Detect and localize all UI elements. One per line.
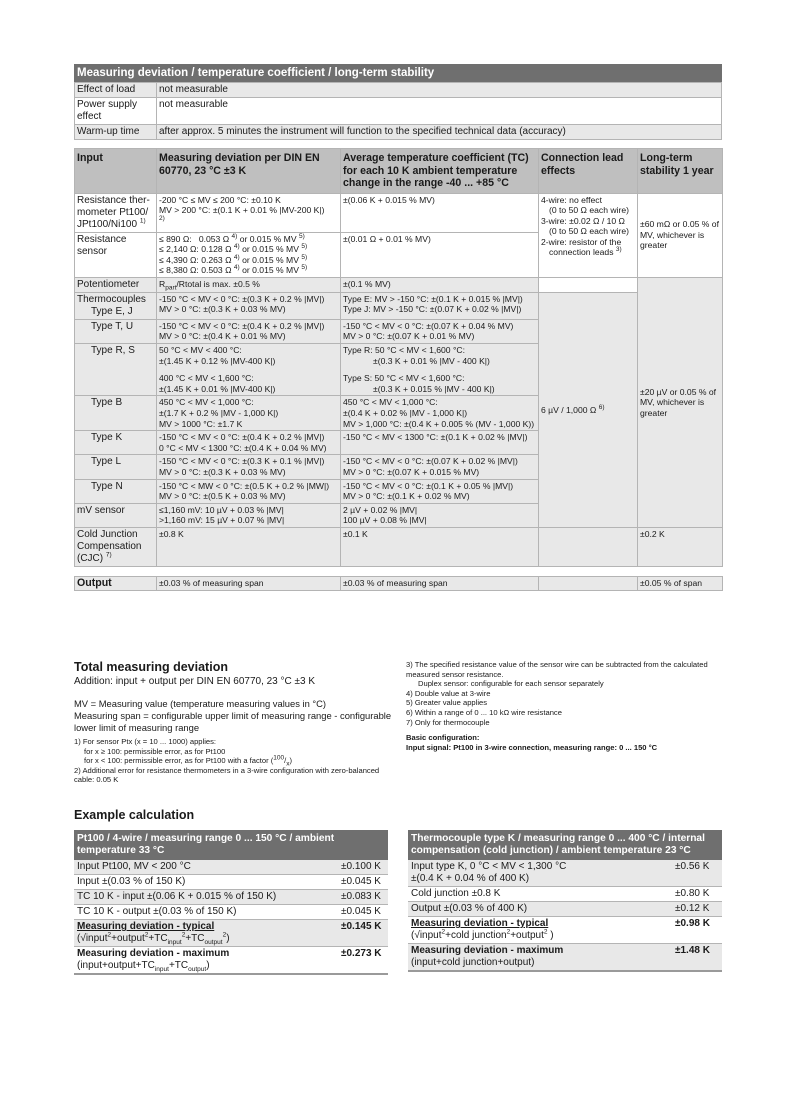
lead-tc-value: 6 µV / 1,000 Ω	[541, 404, 597, 415]
rsensor-range: ≤ 8,380 Ω:	[159, 265, 199, 276]
value-power-supply: not measurable	[157, 98, 722, 125]
rsensor-rel: or 0.015 % MV	[242, 244, 299, 255]
tc-b-dev-3: MV > 1000 °C: ±1.7 K	[159, 418, 243, 429]
example-label: Input ±(0.03 % of 150 K)	[77, 876, 186, 887]
output-lead	[539, 576, 638, 590]
tc-ej-tc-2: Type J: MV > -150 °C: ±(0.07 K + 0.02 % |MV|)	[343, 304, 522, 315]
pt100-dev-2: MV > 200 °C: ±(0.1 K + 0.01 % |MV-200 K|)	[159, 205, 325, 216]
example-right-head: Thermocouple type K / measuring range 0 ... 400 °C / internal compensation (cold junction) / ambient temperature 23 °C	[408, 830, 722, 860]
list-item: Measuring deviation - typical (√input$^2$+cold junction$^2$+output$^2$ ) ±0.98 K	[408, 917, 722, 944]
table-row	[75, 83, 722, 98]
input-thermocouples: Thermocouples	[77, 293, 146, 305]
maximum-label: Measuring deviation - maximum	[411, 945, 564, 956]
footnote-2: 2) Additional error for resistance thermometers in a 3-wire configuration with zero-balanced cable: 0.05 K	[74, 765, 380, 785]
poti-rest: /Rtotal is max. ±0.5 %	[176, 278, 260, 289]
row-pt100	[75, 193, 723, 232]
tc-ej-dev-1: -150 °C < MV < 0 °C: ±(0.3 K + 0.2 % |MV|)	[159, 293, 325, 304]
input-cjc: Cold Junction Compensation (CJC)	[77, 528, 142, 564]
tc-b-tc-1: 450 °C < MV < 1,000 °C:	[343, 397, 438, 408]
lead-tc	[539, 292, 638, 527]
footnote-3a: Duplex sensor: configurable for each sensor separately	[418, 679, 604, 689]
example-label: Input type K, 0 °C < MV < 1,300 °C	[411, 861, 567, 872]
example-value: ±0.083 K	[341, 891, 381, 902]
input-mv-sensor: mV sensor	[75, 503, 157, 527]
basic-config-title: Basic configuration:	[406, 733, 480, 743]
header-lead: Connection lead effects	[539, 149, 638, 194]
footnote-ref: 5)	[298, 232, 305, 240]
example-value: ±0.045 K	[341, 876, 381, 887]
row-tc-ej	[75, 292, 723, 319]
general-table	[74, 82, 722, 140]
maximum-value: ±0.273 K	[341, 948, 382, 959]
tc-n-tc-1: -150 °C < MV < 0 °C: ±(0.1 K + 0.05 % |MV|)	[343, 480, 514, 491]
pt100-dev-1: -200 °C ≤ MV ≤ 200 °C: ±0.10 K	[159, 194, 281, 205]
total-title: Total measuring deviation	[74, 660, 228, 674]
lead-rt-line: 4-wire: no effect	[541, 194, 602, 205]
tc-k-dev-1: -150 °C < MV < 0 °C: ±(0.4 K + 0.2 % |MV|)	[159, 432, 325, 443]
tc-n-tc-2: MV > 0 °C: ±(0.1 K + 0.02 % MV)	[343, 491, 470, 502]
lead-empty	[539, 277, 638, 292]
tc-b-tc-2: ±(0.4 K + 0.02 % |MV - 1,000 K|)	[343, 408, 468, 419]
row-cjc	[75, 527, 723, 566]
mv-tc-1: 2 µV + 0.02 % |MV|	[343, 504, 418, 515]
list-item	[408, 860, 722, 887]
label-warm-up: Warm-up time	[75, 125, 157, 140]
lead-rt-line: 2-wire: resistor of the	[541, 236, 622, 247]
tc-rs-tc-1: Type R: 50 °C < MV < 1,600 °C:	[343, 345, 465, 356]
footnotes-left	[74, 737, 394, 785]
section-title: Measuring deviation / temperature coefficient / long-term stability	[74, 64, 722, 82]
output-stab: ±0.05 % of span	[638, 576, 723, 590]
tc-k-tc: -150 °C < MV < 1300 °C: ±(0.1 K + 0.02 % |MV|)	[341, 431, 539, 455]
tc-rs-tc-3: Type S: 50 °C < MV < 1,600 °C:	[343, 373, 465, 384]
header-tc: Average temperature coefficient (TC) for each 10 K ambient temperature change in the range -40 ... +85 °C	[341, 149, 539, 194]
lead-rt	[539, 193, 638, 277]
typical-label: Measuring deviation - typical	[77, 921, 215, 932]
row-potentiometer	[75, 277, 723, 292]
fn1b-post: )	[289, 756, 293, 766]
example-value: ±0.100 K	[341, 861, 381, 872]
maximum-formula: (input+cold junction+output)	[411, 957, 535, 968]
maximum-value: ±1.48 K	[675, 945, 710, 956]
cjc-lead	[539, 527, 638, 566]
tc-l-tc-2: MV > 0 °C: ±(0.07 K + 0.015 % MV)	[343, 467, 480, 477]
rsensor-dev	[157, 232, 341, 277]
lead-rt-line: 3-wire: ±0.02 Ω / 10 Ω	[541, 215, 625, 226]
input-type-tu: Type T, U	[75, 319, 157, 343]
example-thermocouple-k	[408, 830, 722, 972]
example-label: Cold junction ±0.8 K	[411, 888, 501, 899]
tc-b-dev-2: ±(1.7 K + 0.2 % |MV - 1,000 K|)	[159, 408, 279, 419]
table-row	[75, 125, 722, 140]
label-effect-of-load: Effect of load	[75, 83, 157, 98]
example-value: ±0.56 K	[675, 861, 710, 872]
tc-ej-tc-1: Type E: MV > -150 °C: ±(0.1 K + 0.015 % |MV|)	[343, 293, 523, 304]
footnote-ref: 2)	[159, 214, 165, 222]
example-title: Example calculation	[74, 808, 195, 822]
typical-label: Measuring deviation - typical	[411, 918, 549, 929]
footnote-5: 5) Greater value applies	[406, 698, 488, 708]
tc-l-dev-1: -150 °C < MV < 0 °C: ±(0.3 K + 0.1 % |MV|)	[159, 456, 325, 467]
tc-k-dev-2: 0 °C < MV < 1300 °C: ±(0.4 K + 0.04 % MV)	[159, 442, 327, 453]
fn1b-pre: for x < 100: permissible error, as for Pt100 with a factor (	[84, 756, 274, 766]
example-left-head: Pt100 / 4-wire / measuring range 0 ... 150 °C / ambient temperature 33 °C	[74, 830, 388, 860]
tc-n-dev-1: -150 °C < MW < 0 °C: ±(0.5 K + 0.2 % |MW|)	[159, 480, 330, 491]
rsensor-abs: 0.128 Ω	[201, 244, 232, 255]
footnote-ref: 5)	[301, 253, 308, 261]
footnote-3: 3) The specified resistance value of the sensor wire can be subtracted from the calculated measured sensor resistance.	[406, 660, 708, 679]
output-dev: ±0.03 % of measuring span	[157, 576, 341, 590]
stab-tc: ±20 µV or 0.05 % of MV, whichever is greater	[638, 277, 723, 527]
example-label: TC 10 K - output ±(0.03 % of 150 K)	[77, 906, 237, 917]
typical-value: ±0.145 K	[341, 921, 382, 932]
list-item: Measuring deviation - typical $(√input^2+output^2+TC_{input}^2+TC_{output}^2)$ ±0.145 K	[74, 920, 388, 947]
value-effect-of-load: not measurable	[157, 83, 722, 98]
fn1b-den: x	[286, 760, 290, 768]
rsensor-abs: 0.053 Ω	[198, 233, 230, 244]
list-item: Measuring deviation - maximum $(input+output+TC_{input}+TC_{output})$ ±0.273 K	[74, 947, 388, 975]
rsensor-range: ≤ 2,140 Ω:	[159, 244, 199, 255]
input-type-b: Type B	[75, 396, 157, 431]
input-pt100: Resistance ther-mometer Pt100/ JPt100/Ni100	[77, 194, 150, 230]
poti-r: R	[159, 278, 166, 289]
spec-sheet	[74, 64, 722, 591]
example-value: ±0.80 K	[675, 888, 710, 899]
list-item	[408, 887, 722, 902]
fn1b-num: 100	[273, 754, 285, 762]
poti-sub: part	[165, 284, 177, 292]
tc-rs-dev-2: ±(1.45 K + 0.12 % |MV-400 K|)	[159, 355, 276, 366]
value-warm-up: after approx. 5 minutes the instrument will function to the specified technical data (accuracy)	[157, 125, 722, 140]
input-resistance-sensor: Resistance sensor	[75, 232, 157, 277]
tc-tu-dev-2: MV > 0 °C: ±(0.4 K + 0.01 % MV)	[159, 331, 286, 342]
table-header-row	[75, 149, 723, 194]
example-value: ±0.12 K	[675, 903, 710, 914]
footnote-ref: 7)	[105, 551, 112, 559]
list-item	[74, 890, 388, 905]
lead-rt-line: (0 to 50 Ω each wire)	[549, 226, 629, 237]
input-type-k: Type K	[75, 431, 157, 455]
example-pt100	[74, 830, 388, 975]
footnote-ref: 4)	[233, 253, 240, 261]
footnote-ref: 6)	[598, 403, 605, 411]
typical-value: ±0.98 K	[675, 918, 710, 929]
tc-tu-dev-1: -150 °C < MV < 0 °C: ±(0.4 K + 0.2 % |MV|)	[159, 320, 325, 331]
footnote-1a: for x ≥ 100: permissible error, as for Pt100	[84, 746, 226, 756]
rsensor-abs: 0.263 Ω	[201, 254, 232, 265]
tc-rs-dev-3: 400 °C < MV < 1,600 °C:	[159, 373, 254, 384]
list-item	[408, 944, 722, 972]
row-output	[75, 576, 723, 590]
mv-definition: MV = Measuring value (temperature measuring values in °C)	[74, 698, 327, 709]
footnote-ref: 3)	[615, 246, 622, 254]
footnote-6: 6) Within a range of 0 ... 10 kΩ wire resistance	[406, 707, 562, 717]
input-type-rs: Type R, S	[75, 344, 157, 396]
example-value: ±0.045 K	[341, 906, 381, 917]
example-section	[74, 808, 722, 973]
example-label-2: ±(0.4 K + 0.04 % of 400 K)	[411, 873, 530, 884]
basic-config-text: Input signal: Pt100 in 3-wire connection, measuring range: 0 ... 150 °C	[406, 742, 658, 752]
list-item	[408, 902, 722, 917]
span-definition: Measuring span = configurable upper limit of measuring range - configurable lower limit of measuring range	[74, 710, 392, 733]
tc-rs-tc-2: ±(0.3 K + 0.01 % |MV - 400 K|)	[373, 355, 490, 366]
cjc-stab: ±0.2 K	[638, 527, 723, 566]
input-type-l: Type L	[75, 455, 157, 479]
example-label: Input Pt100, MV < 200 °C	[77, 861, 191, 872]
stab-rt: ±60 mΩ or 0.05 % of MV, whichever is greater	[638, 193, 723, 277]
tc-l-tc-1: -150 °C < MV < 0 °C: ±(0.07 K + 0.02 % |MV|)	[343, 456, 518, 467]
footnotes-right	[406, 660, 722, 752]
footnote-ref: 4)	[233, 243, 240, 251]
input-output: Output	[75, 576, 157, 590]
footnote-ref: 5)	[301, 264, 308, 272]
rsensor-tc: ±(0.01 Ω + 0.01 % MV)	[341, 232, 539, 277]
footnote-ref: 4)	[233, 264, 240, 272]
list-item	[74, 860, 388, 875]
footnote-7: 7) Only for thermocouple	[406, 717, 490, 727]
mv-dev-2: >1,160 mV: 15 µV + 0.07 % |MV|	[159, 515, 285, 526]
rsensor-rel: or 0.015 % MV	[242, 254, 299, 265]
tc-rs-dev-1: 50 °C < MV < 400 °C:	[159, 345, 242, 356]
footnote-ref: 4)	[231, 232, 238, 240]
input-type-ej: Type E, J	[91, 305, 133, 317]
rsensor-rel: or 0.015 % MV	[239, 233, 297, 244]
input-potentiometer: Potentiometer	[75, 277, 157, 292]
tc-rs-tc-4: ±(0.3 K + 0.015 % |MV - 400 K|)	[373, 383, 495, 394]
footnote-1: 1) For sensor Ptx (x = 10 ... 1000) applies:	[74, 737, 217, 746]
cjc-tc: ±0.1 K	[341, 527, 539, 566]
tc-tu-tc-1: -150 °C < MV < 0 °C: ±(0.07 K + 0.04 % MV)	[343, 320, 514, 331]
tc-n-dev-2: MV > 0 °C: ±(0.5 K + 0.03 % MV)	[159, 491, 286, 502]
tc-tu-tc-2: MV > 0 °C: ±(0.07 K + 0.01 % MV)	[343, 331, 475, 342]
header-deviation: Measuring deviation per DIN EN 60770, 23 °C ±3 K	[157, 149, 341, 194]
tc-rs-dev-4: ±(1.45 K + 0.01 % |MV-400 K|)	[159, 383, 276, 394]
footnote-4: 4) Double value at 3-wire	[406, 688, 491, 698]
lead-rt-line: connection leads	[549, 247, 614, 258]
input-type-n: Type N	[75, 479, 157, 503]
header-input: Input	[75, 149, 157, 194]
header-stability: Long-term stability 1 year	[638, 149, 723, 194]
mv-tc-2: 100 µV + 0.08 % |MV|	[343, 515, 427, 526]
rsensor-abs: 0.503 Ω	[201, 265, 232, 276]
tc-ej-dev-2: MV > 0 °C: ±(0.3 K + 0.03 % MV)	[159, 304, 286, 315]
cjc-dev: ±0.8 K	[157, 527, 341, 566]
poti-tc: ±(0.1 % MV)	[341, 277, 539, 292]
tc-b-dev-1: 450 °C < MV < 1,000 °C:	[159, 397, 254, 408]
poti-dev	[157, 277, 341, 292]
example-label: TC 10 K - input ±(0.06 K + 0.015 % of 150 K)	[77, 891, 277, 902]
example-label: Output ±(0.03 % of 400 K)	[411, 903, 528, 914]
rsensor-rel: or 0.015 % MV	[242, 265, 299, 276]
output-tc: ±0.03 % of measuring span	[341, 576, 539, 590]
maximum-label: Measuring deviation - maximum	[77, 948, 230, 959]
pt100-tc: ±(0.06 K + 0.015 % MV)	[341, 193, 539, 232]
lead-rt-line: (0 to 50 Ω each wire)	[549, 205, 629, 216]
tc-b-tc-3: MV > 1,000 °C: ±(0.4 K + 0.005 % (MV - 1,000 K))	[343, 418, 535, 429]
tc-l-dev-2: MV > 0 °C: ±(0.3 K + 0.03 % MV)	[159, 467, 286, 477]
total-line: Addition: input + output per DIN EN 60770, 23 °C ±3 K	[74, 676, 316, 687]
list-item	[74, 875, 388, 890]
footnote-1b: for x < 100: permissible error, as for Pt100 with a factor $(^{100}/_x)$	[84, 754, 293, 768]
mv-dev-1: ≤1,160 mV: 10 µV + 0.03 % |MV|	[159, 504, 284, 515]
rsensor-range: ≤ 890 Ω:	[159, 233, 192, 244]
footnote-ref: 5)	[301, 243, 308, 251]
list-item	[74, 905, 388, 920]
table-row	[75, 98, 722, 125]
rsensor-range: ≤ 4,390 Ω:	[159, 254, 199, 265]
deviation-table	[74, 148, 723, 591]
footnote-ref: 1)	[139, 217, 146, 225]
label-power-supply: Power supply effect	[75, 98, 157, 125]
